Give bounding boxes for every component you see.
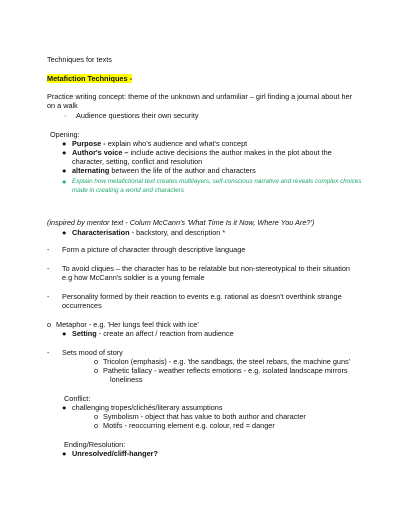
purpose-bullet — [72, 139, 247, 148]
mood-line: Sets mood of story — [62, 348, 123, 357]
green-note-1: Explain how metafictional text creates multilayers, self-conscious narrative and reveals complex choices — [72, 178, 362, 185]
dot-marker: · — [64, 111, 67, 120]
hollow-marker: o — [94, 412, 99, 421]
setting-bullet — [72, 329, 234, 338]
setting-label: Setting — [72, 329, 97, 338]
bullet-marker: ● — [62, 177, 67, 186]
bullet-marker: ● — [62, 228, 67, 237]
alternating-bullet — [72, 166, 256, 175]
hollow-marker: o — [47, 320, 52, 329]
characterisation-text: - backstory, and description * — [129, 228, 226, 237]
section-title-text: Metafiction Techniques - — [47, 74, 133, 83]
bullet-marker: ● — [62, 148, 67, 157]
alternating-text: between the life of the author and characters — [109, 166, 256, 175]
alternating-label: alternating — [72, 166, 110, 175]
dash-marker: - — [47, 264, 50, 273]
dash-line-2a: To avoid cliques – the character has to be relatable but non-stereotypical to their situation — [62, 264, 350, 273]
practice-line-1: Practice writing concept: theme of the unknown and unfamiliar – girl finding a journal about her — [47, 92, 353, 101]
voice-text: include active decisions the author makes in the plot about the — [130, 148, 332, 157]
pathetic-line-2: loneliness — [110, 375, 143, 384]
doc-heading: Techniques for texts — [47, 55, 112, 64]
purpose-label: Purpose - — [72, 139, 108, 148]
dash-marker: - — [47, 292, 50, 301]
pathetic-line-1: Pathetic fallacy - weather reflects emotions - e.g. isolated landscape mirrors — [103, 366, 348, 375]
hollow-marker: o — [94, 421, 99, 430]
bullet-marker: ● — [62, 329, 67, 338]
bullet-marker: ● — [62, 449, 67, 458]
dash-line-1: Form a picture of character through descriptive language — [62, 245, 246, 254]
section-title — [47, 74, 132, 83]
voice-text-cont: character, setting, conflict and resolution — [72, 157, 203, 166]
unresolved-bullet: Unresolved/cliff-hanger? — [72, 449, 158, 458]
audience-security-line: Audience questions their own security — [76, 111, 199, 120]
voice-label: Author's voice – — [72, 148, 131, 157]
tricolon-line: Tricolon (emphasis) - e.g. 'the sandbags, the steel rebars, the machine guns' — [103, 357, 351, 366]
dash-line-3a: Personality formed by their reaction to events e.g. rational as doesn't overthink strange — [62, 292, 342, 301]
opening-label: Opening: — [50, 130, 80, 139]
bullet-marker: ● — [62, 403, 67, 412]
mentor-text-note: (inspired by mentor text - Colum McCann's 'What Time Is it Now, Where You Are?') — [47, 218, 315, 227]
ending-label: Ending/Resolution: — [64, 440, 126, 449]
purpose-text: explain who's audience and what's concept — [107, 139, 248, 148]
bullet-marker: ● — [62, 139, 67, 148]
characterisation-bullet — [72, 228, 225, 237]
dash-marker: - — [47, 245, 50, 254]
hollow-marker: o — [94, 357, 99, 366]
dash-marker: - — [47, 348, 50, 357]
symbolism-line: Symbolism - object that has value to both author and character — [103, 412, 306, 421]
dash-line-3b: occurrences — [62, 301, 102, 310]
characterisation-label: Characterisation — [72, 228, 130, 237]
setting-text: - create an affect / reaction from audience — [96, 329, 234, 338]
hollow-marker: o — [94, 366, 99, 375]
metaphor-line: Metaphor - e.g. 'Her lungs feel thick with ice' — [56, 320, 199, 329]
motifs-line: Motifs - reoccurring element e.g. colour, red = danger — [103, 421, 275, 430]
dash-line-2b: e.g how McCann's soldier is a young female — [62, 273, 205, 282]
practice-line-2: on a walk — [47, 101, 78, 110]
green-note-2: made in creating a world and characters — [72, 187, 185, 194]
bullet-marker: ● — [62, 166, 67, 175]
conflict-bullet: challenging tropes/clichés/literary assumptions — [72, 403, 223, 412]
conflict-label: Conflict: — [64, 394, 91, 403]
voice-bullet — [72, 148, 332, 157]
